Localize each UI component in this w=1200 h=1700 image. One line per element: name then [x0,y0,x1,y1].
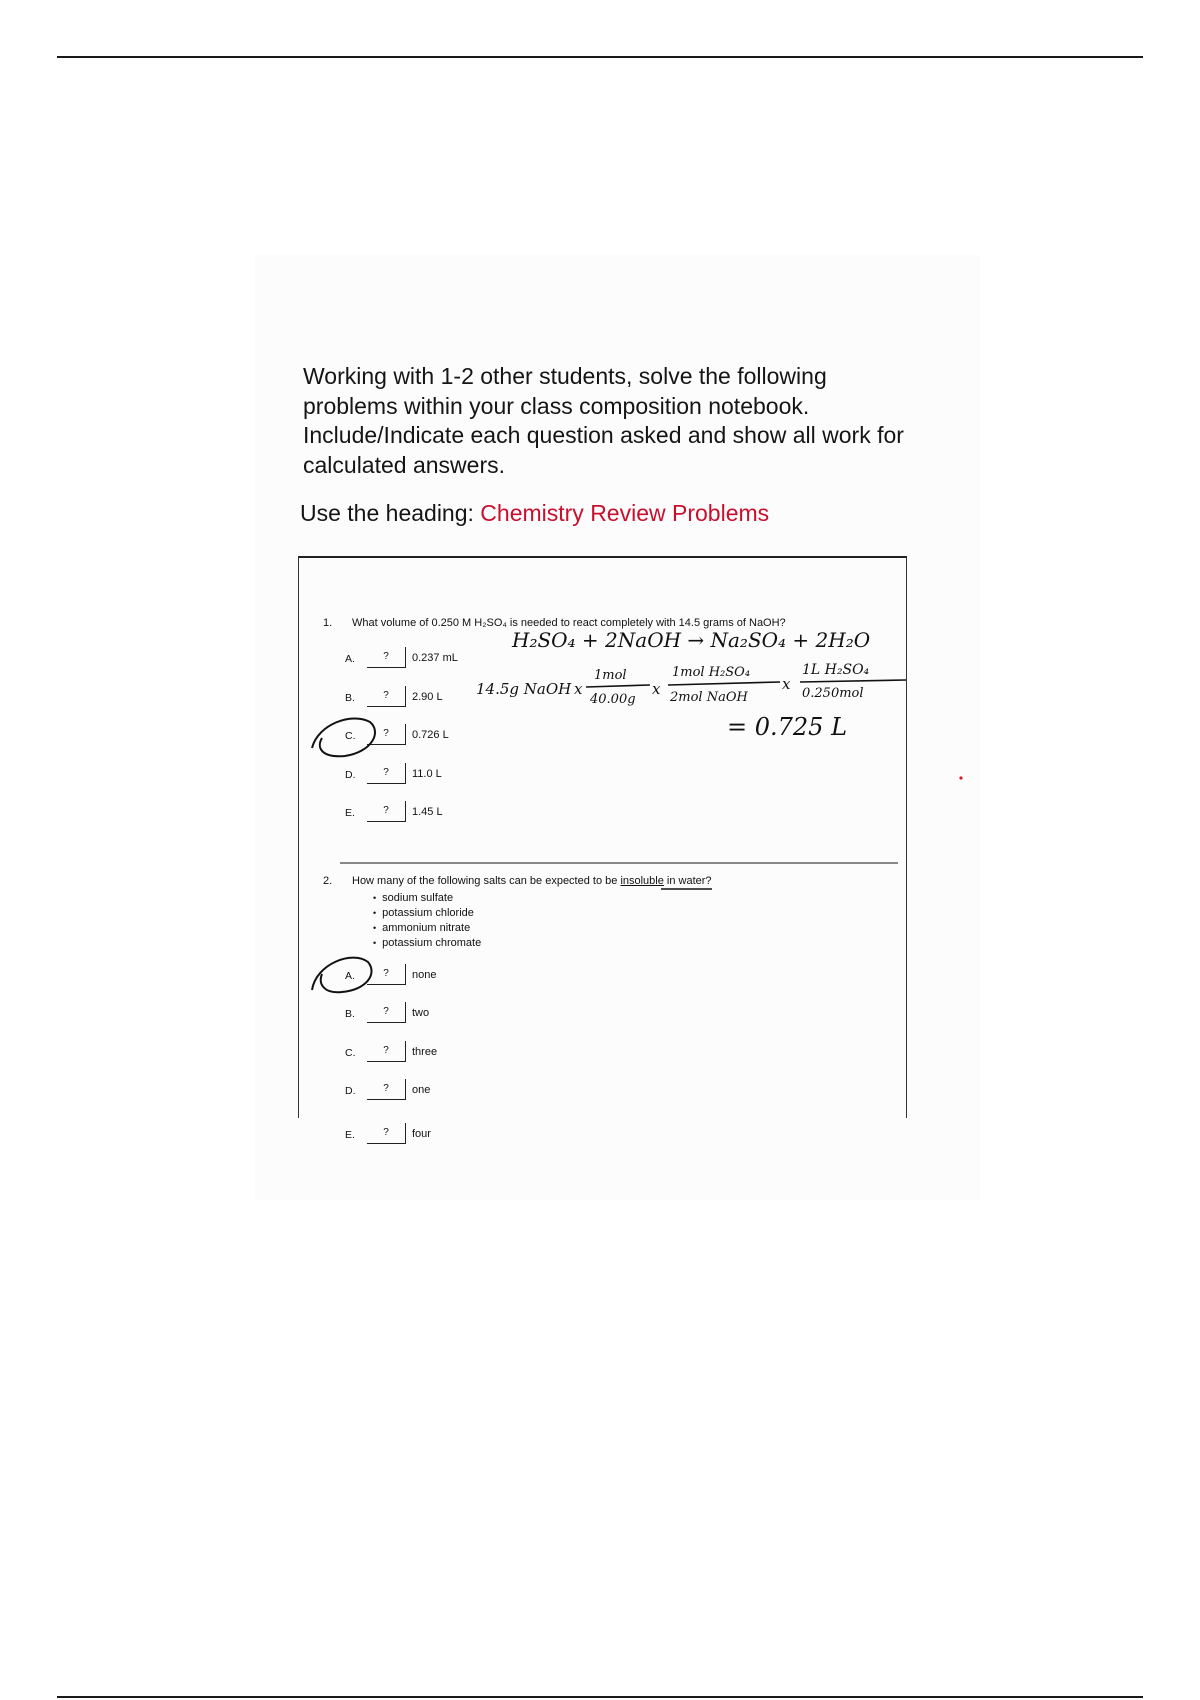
fraction-bar-1 [586,685,650,687]
choice-letter: B. [345,1008,355,1020]
heading-prefix: Use the heading: [300,500,481,526]
fraction-bar-3 [800,680,906,682]
q1-number: 1. [323,617,333,629]
red-ink-mark [959,776,962,779]
handwritten-factor3-numerator: 1L H₂SO₄ [802,662,870,678]
answer-box: ? [367,724,406,745]
answer-box: ? [367,686,406,707]
choice-value: three [412,1046,438,1058]
handwritten-factor2-denominator: 2mol NaOH [670,690,748,705]
list-item: • sodium sulfate [373,891,481,906]
choice-letter: D. [345,769,356,781]
handwritten-factor3-denominator: 0.250mol [802,686,864,701]
choice-value: two [412,1007,430,1019]
fraction-bar-2 [668,682,780,685]
q2-text-before: How many of the following salts can be expected to be [352,875,621,887]
choice-value: 11.0 L [412,768,442,780]
choice-value: 0.237 mL [412,652,458,664]
q1-answer-circle [312,718,375,756]
answer-box: ? [367,647,406,668]
answer-box: ? [367,1079,406,1100]
choice-letter: E. [345,807,355,819]
handwritten-factor2-numerator: 1mol H₂SO₄ [672,665,751,680]
list-item: • ammonium nitrate [373,921,481,936]
choice-letter: C. [345,1047,356,1059]
q2-text-after: in water? [663,875,712,887]
handwritten-equation: H₂SO₄ + 2NaOH → Na₂SO₄ + 2H₂O [512,628,871,652]
choice-value: four [412,1128,431,1140]
q2-number: 2. [323,875,333,887]
heading-title: Chemistry Review Problems [480,500,770,526]
choice-value: 1.45 L [412,806,443,818]
choice-value: 2.90 L [412,691,443,703]
choice-letter: B. [345,692,355,704]
choice-letter: D. [345,1085,356,1097]
choice-letter: E. [345,1129,355,1141]
choice-value: 0.726 L [412,729,449,741]
choice-value: one [412,1084,431,1096]
handwritten-factor1-denominator: 40.00g [590,692,636,707]
list-item: • potassium chloride [373,906,481,921]
choice-letter: A. [345,653,355,665]
answer-box: ? [367,1041,406,1062]
q2-answer-circle [312,958,372,993]
instructions-paragraph: Working with 1-2 other students, solve the following problems within your class composition notebook. Include/Indicate each question asked and show all work for calculated answers. [303,363,904,478]
choice-letter: C. [345,730,356,742]
handwritten-times-2: x [652,680,661,698]
handwritten-result: = 0.725 L [727,713,848,741]
handwritten-times-3: x [782,675,791,693]
q1-text: What volume of 0.250 M H₂SO₄ is needed to react completely with 14.5 grams of NaOH? [352,617,786,629]
answer-box: ? [367,763,406,784]
answer-box: ? [367,964,406,985]
handwritten-factor1-numerator: 1mol [594,668,627,683]
list-item: • potassium chromate [373,936,481,951]
answer-box: ? [367,1002,406,1023]
choice-letter: A. [345,970,355,982]
answer-box: ? [367,1123,406,1144]
answer-box: ? [367,801,406,822]
handwritten-times-1: x [574,680,583,698]
choice-value: none [412,969,437,981]
handwritten-start-quantity: 14.5g NaOH [476,680,572,698]
q2-text-underlined: insoluble [620,875,664,887]
